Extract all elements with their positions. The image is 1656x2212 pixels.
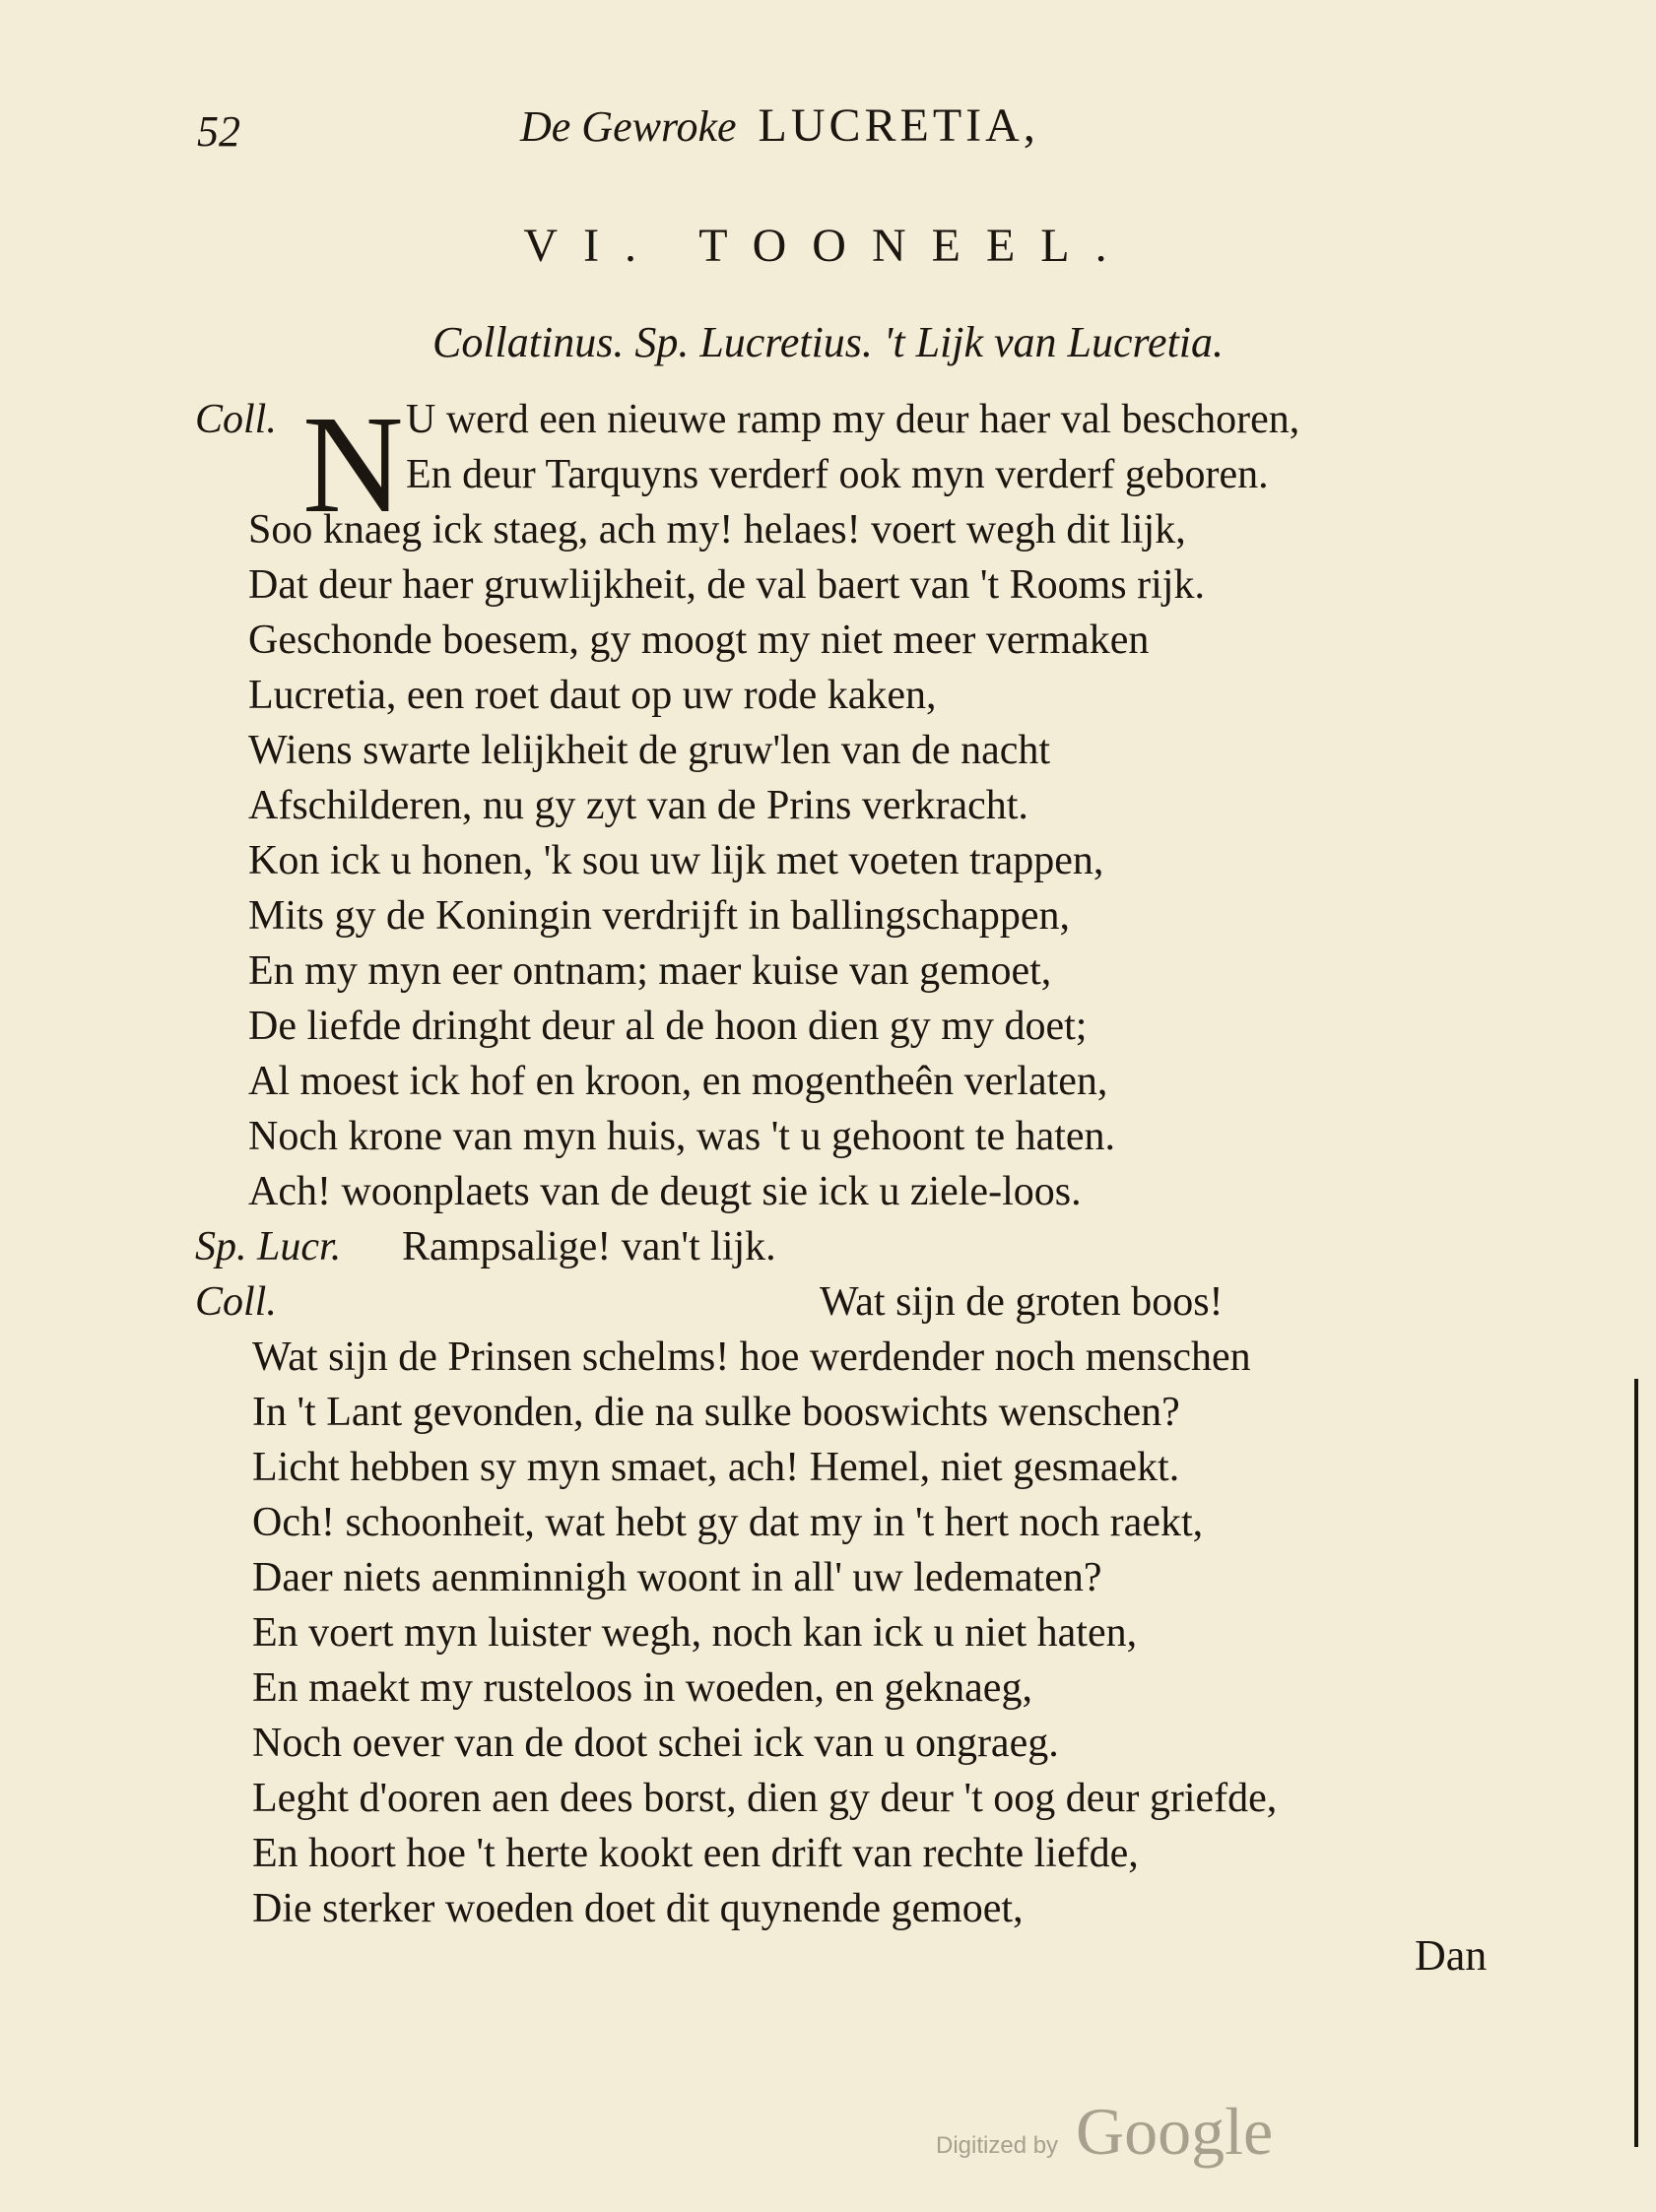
verse-line: Geschonde boesem, gy moogt my niet meer vermaken [248, 618, 1150, 663]
verse-line: Noch krone van myn huis, was 't u gehoont te haten. [248, 1114, 1116, 1159]
verse-line: Afschilderen, nu gy zyt van de Prins verkracht. [248, 783, 1028, 828]
verse-line: Soo knaeg ick staeg, ach my! helaes! voert wegh dit lijk, [248, 507, 1186, 553]
google-logo: Google [1076, 2094, 1274, 2169]
verse-line: Ach! woonplaets van de deugt sie ick u ziele-loos. [248, 1169, 1082, 1214]
catchword: Dan [1415, 1931, 1488, 1980]
verse-line: In 't Lant gevonden, die na sulke booswichts wenschen? [252, 1390, 1180, 1435]
verse-line: Die sterker woeden doet dit quynende gemoet, [252, 1886, 1024, 1931]
verse-line: Och! schoonheit, wat hebt gy dat my in 't hert noch raekt, [252, 1500, 1204, 1545]
scene-heading: VI. TOONEEL. [523, 220, 1133, 272]
verse-line: Leght d'ooren aen dees borst, dien gy deur 't oog deur griefde, [252, 1776, 1278, 1821]
verse-line: En hoort hoe 't herte kookt een drift van rechte liefde, [252, 1831, 1139, 1876]
verse-line: Wat sijn de Prinsen schelms! hoe werdender noch menschen [252, 1334, 1251, 1380]
verse-line: Al moest ick hof en kroon, en mogentheên verlaten, [248, 1059, 1108, 1104]
verse-line: En my myn eer ontnam; maer kuise van gemoet, [248, 948, 1052, 994]
verse-line: Mits gy de Koningin verdrijft in ballingschappen, [248, 893, 1071, 939]
verse-line: Dat deur haer gruwlijkheit, de val baert van 't Rooms rijk. [248, 562, 1205, 608]
verse-line: En voert myn luister wegh, noch kan ick u niet haten, [252, 1610, 1138, 1656]
verse-line: Wat sijn de groten boos! [820, 1279, 1224, 1325]
verse-line: En maekt my rusteloos in woeden, en geknaeg, [252, 1665, 1032, 1711]
digitization-watermark [936, 2093, 1291, 2172]
page-number: 52 [197, 107, 240, 156]
running-title [520, 98, 1039, 153]
verse-line: En deur Tarquyns verderf ook myn verderf geboren. [406, 452, 1269, 497]
watermark-prefix: Digitized by [936, 2132, 1059, 2159]
page-edge-shadow [1634, 1379, 1638, 2147]
verse-line: Rampsalige! van't lijk. [402, 1224, 776, 1269]
verse-line: Licht hebben sy myn smaet, ach! Hemel, niet gesmaekt. [252, 1445, 1180, 1490]
speaker-coll-1: Coll. [195, 397, 277, 442]
verse-line: U werd een nieuwe ramp my deur haer val beschoren, [406, 397, 1300, 442]
running-title-caps: LUCRETIA, [758, 99, 1039, 152]
speaker-sp-lucr: Sp. Lucr. [195, 1224, 342, 1269]
running-header [197, 98, 1478, 167]
character-list: Collatinus. Sp. Lucretius. 't Lijk van Lucretia. [431, 318, 1225, 366]
speaker-coll-2: Coll. [195, 1279, 277, 1325]
verse-line: Lucretia, een roet daut op uw rode kaken, [248, 673, 937, 718]
running-title-italic: De Gewroke [520, 102, 737, 151]
verse-line: Noch oever van de doot schei ick van u ongraeg. [252, 1721, 1059, 1766]
verse-line: Daer niets aenminnigh woont in all' uw ledematen? [252, 1555, 1102, 1600]
verse-line: De liefde dringht deur al de hoon dien gy my doet; [248, 1004, 1088, 1049]
verse-line: Wiens swarte lelijkheit de gruw'len van de nacht [248, 728, 1051, 773]
verse-line: Kon ick u honen, 'k sou uw lijk met voeten trappen, [248, 838, 1104, 883]
drop-capital: N [302, 386, 404, 542]
